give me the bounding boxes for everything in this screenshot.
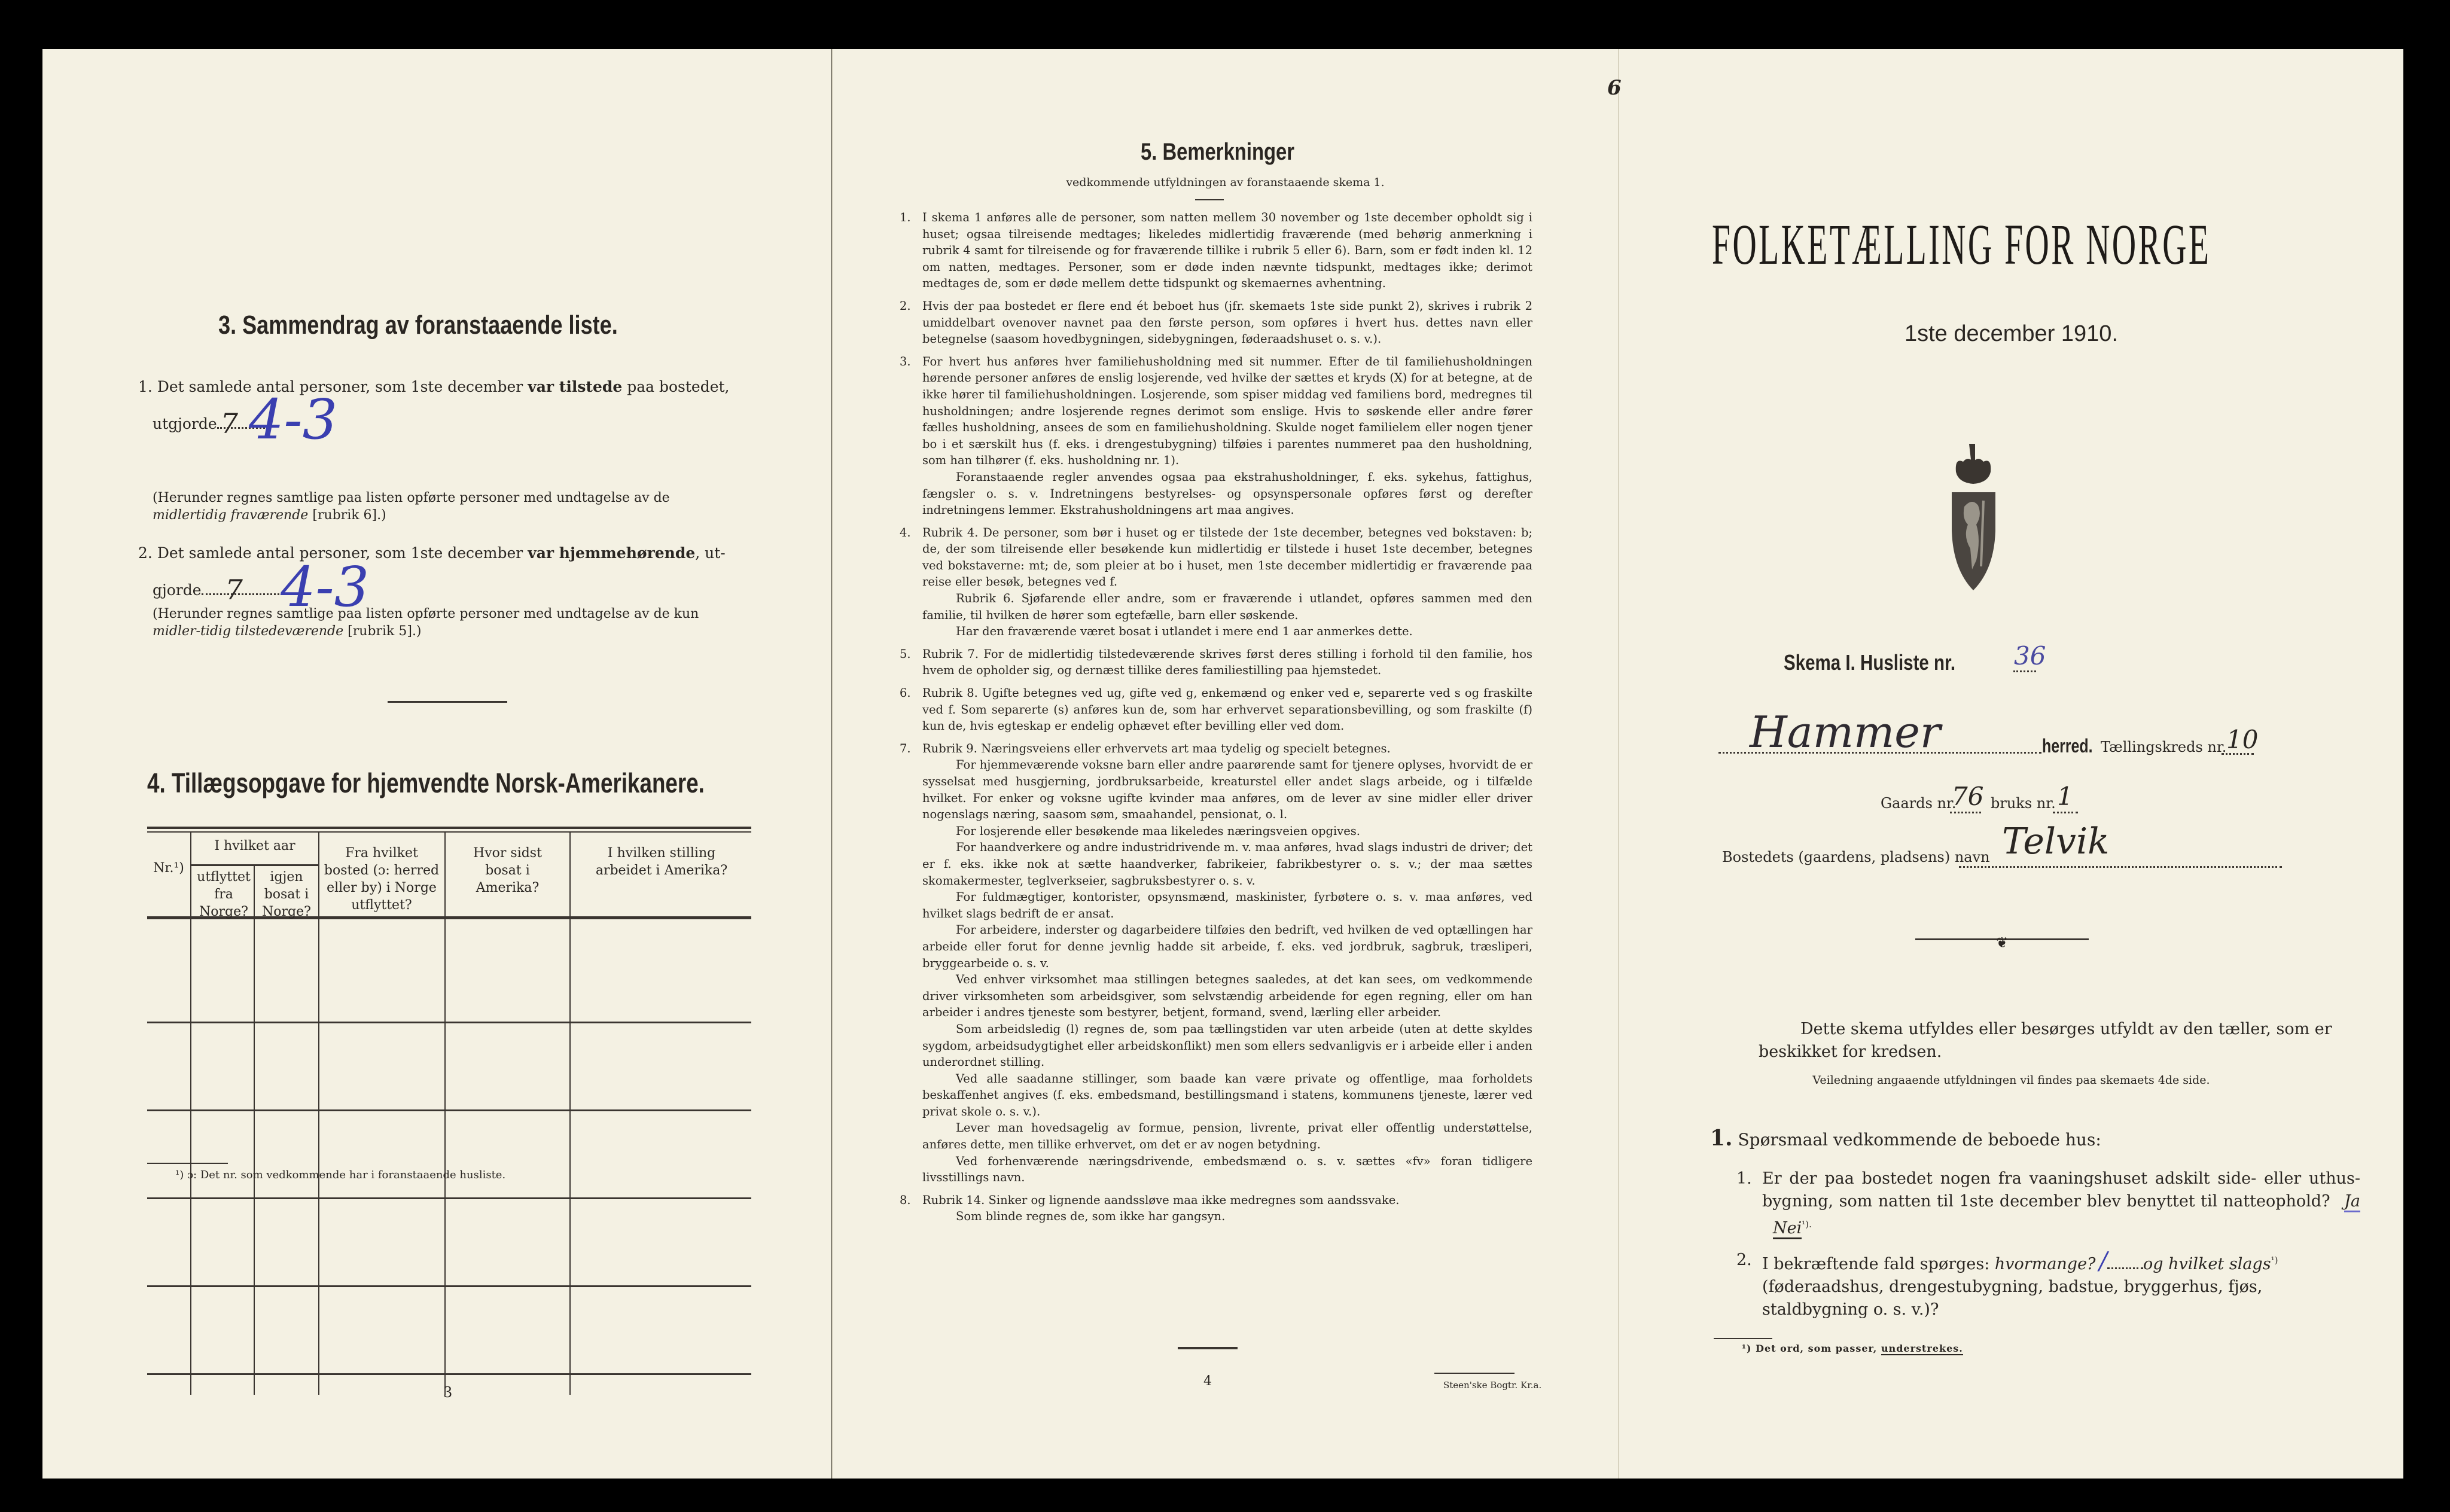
- remark-paragraph: For arbeidere, inderster og dagarbeidere tilføies den bedrift, ved hvilken de ved optællingen har arbeide eller forut for denne jevnlig hadde sit arbeide, f. eks. ved jordbruk, sagbruk, træsliperi, bryggearbeide o. s. v.: [922, 923, 1532, 970]
- item2-handwritten-value: 4-3: [281, 555, 370, 619]
- skema-label: Skema I. Husliste nr.: [1784, 650, 1956, 675]
- divider: [1178, 1347, 1238, 1349]
- remark-item: [900, 525, 1532, 640]
- section3-item1: 1. Det samlede antal personer, som 1ste december var tilstede paa bostedet,: [138, 378, 730, 395]
- remark-paragraph: Som blinde regnes de, som ikke har gangsyn.: [956, 1209, 1226, 1224]
- divider: [388, 701, 507, 703]
- item1-handwritten-value: 4-3: [249, 388, 338, 452]
- husliste-nr[interactable]: 36: [2014, 641, 2046, 670]
- kreds-label: Tællingskreds nr.: [2101, 739, 2227, 755]
- question-2: I bekræftende fald spørges: hvormange? / og hvilket slags$^{^1)}$ (føderaadshus, drengestubygning, badstue, bryggerhus, fjøs, staldbygning o. s. v.)?: [1762, 1248, 2278, 1319]
- remark-paragraph: Ved alle saadanne stillinger, som baade kan være private og offentlige, maa forholdets beskaffenhet angives (f. eks. embedsmand, bestillingsmand i statens, kommunens tjeneste, lærer ved privat skole o. s. v.).: [922, 1071, 1532, 1118]
- footnote: ¹) Det ord, som passer, understrekes.: [1742, 1343, 1963, 1354]
- remark-number: 8.: [900, 1193, 911, 1207]
- bemerkninger-subtitle: vedkommende utfyldningen av foranstaaende skema 1.: [1066, 176, 1385, 189]
- remark-number: 3.: [900, 354, 911, 368]
- remark-item: [900, 209, 1532, 292]
- remark-paragraph: Rubrik 7. For de midlertidig tilstedeværende skrives først deres stilling i forhold til den familie, hos hvem de opholder sig, og dernæst tillike deres familiestilling paa hjemstedet.: [922, 647, 1532, 678]
- remark-paragraph: Rubrik 6. Sjøfarende eller andre, som er fraværende i utlandet, opføres sammen med den familie, til hvilken de hører som egtefælle, barn eller søskende.: [922, 592, 1532, 622]
- question-1-num: 1.: [1736, 1169, 1752, 1188]
- divider: [1195, 199, 1224, 200]
- item2-printed-value: 7: [225, 574, 243, 606]
- gaards-nr[interactable]: 76: [1952, 782, 1984, 811]
- remark-paragraph: Har den fraværende været bosat i utlandet i mere end 1 aar anmerkes dette.: [956, 624, 1413, 639]
- question-1: Er der paa bostedet nogen fra vaaningshuset adskilt side- eller uthus-bygning, som natten til 1ste december blev benyttet til natteophold? Ja Nei$^{^1).}$: [1762, 1167, 2360, 1240]
- remark-number: 5.: [900, 647, 911, 661]
- remark-paragraph: For losjerende eller besøkende maa likeledes næringsveien opgives.: [956, 824, 1360, 838]
- kreds-nr[interactable]: 10: [2226, 725, 2259, 754]
- remark-paragraph: Rubrik 14. Sinker og lignende aandssløve maa ikke medregnes som aandssvake.: [922, 1193, 1400, 1207]
- remark-paragraph: Ved forhenværende næringsdrivende, embedsmænd o. s. v. sættes «fv» foran tidligere livsstillings navn.: [922, 1154, 1532, 1185]
- remark-paragraph: Hvis der paa bostedet er flere end ét beboet hus (jfr. skemaets 1ste side punkt 2), skrives i rubrik 2 umiddelbart ovenover navnet paa den første person, som opføres i hvert hus. dettes navn eller betegnelse (saasom hovedbygningen, sidebygningen, føderaadshuset o. s. v.).: [922, 298, 1532, 346]
- page-number: 3: [443, 1384, 453, 1401]
- col-nr: Nr.¹): [153, 861, 184, 876]
- footnote-rule: [1714, 1338, 1772, 1339]
- item1-printed-value: 7: [220, 407, 238, 440]
- bruks-label: bruks nr.: [1991, 795, 2056, 812]
- bemerkninger-title: 5. Bemerkninger: [1141, 139, 1295, 165]
- col-stilling: I hvilken stilling arbeidet i Amerika?: [595, 846, 728, 878]
- col-fra-bosted: Fra hvilket bosted (ɔ: herred eller by) i Norge utflyttet?: [324, 846, 440, 913]
- printer-credit: Steen'ske Bogtr. Kr.a.: [1443, 1380, 1542, 1391]
- page-number: 4: [1203, 1374, 1212, 1389]
- herred-value: Hammer: [1750, 707, 1941, 757]
- page-right: [1607, 49, 2403, 1479]
- item2-gjorde: gjorde 7: [153, 580, 279, 600]
- bosted-value: Telvik: [2002, 821, 2110, 862]
- remark-item: [900, 1192, 1532, 1225]
- remark-item: [900, 298, 1532, 347]
- bosted-label: Bostedets (gaardens, pladsens) navn: [1722, 849, 1990, 865]
- bosted-field[interactable]: [1959, 866, 2282, 868]
- col-group-year: I hvilket aar: [214, 839, 295, 853]
- section3-item2: 2. Det samlede antal personer, som 1ste december var hjemmehørende, ut-: [138, 544, 726, 562]
- remark-paragraph: Rubrik 4. De personer, som bør i huset og er tilstede der 1ste december, betegnes ved bokstaven: b; de, der som tilreisende eller besøkende kun midlertidig er tilstede i huset 1ste december, betegnes ved bokstaverne: mt; de, som pleier at bo i huset, men 1ste december midlertidig er fraværende paa reise eller besøk, betegnes ved f.: [922, 525, 1532, 589]
- col-igjen-bosat: igjen bosat i Norge?: [262, 870, 311, 919]
- remark-paragraph: Lever man hovedsagelig av formue, pension, livrente, privat eller offentlig understøttelse, anføres dette, men tillike erhvervet, om det er av nogen betydning.: [922, 1121, 1532, 1152]
- remark-paragraph: For haandverkere og andre industridrivende m. v. maa anføres, hvad slags industri de driver; det er f. eks. ikke nok at sætte haandverker, fabrikeier, fabrikbestyrer o. s. v.; der maa sættes skomakermester, teglverkseier, sagbruksbestyrer o. s. v.: [922, 840, 1532, 888]
- remark-paragraph: Rubrik 9. Næringsveiens eller erhvervets art maa tydelig og specielt betegnes.: [922, 741, 1391, 755]
- remark-number: 2.: [900, 298, 911, 313]
- page-middle: [831, 49, 1618, 1479]
- printer-rule: [1434, 1373, 1515, 1374]
- remark-item: [900, 646, 1532, 679]
- remark-number: 1.: [900, 211, 911, 224]
- remark-item: [900, 685, 1532, 734]
- col-hvor-bosat: Hvor sidst bosat i Amerika?: [473, 846, 542, 895]
- footnote-rule: [147, 1163, 228, 1164]
- herred-label: herred.: [2042, 735, 2093, 757]
- remark-paragraph: Ved enhver virksomhet maa stillingen betegnes saaledes, at det kan sees, om vedkommende driver virksomheten som arbeidsgiver, som selvstændig arbeidende for egen regning, eller om han arbeider i andres tjeneste som bestyrer, betjent, formand, svend, lærling eller arbeider.: [922, 973, 1532, 1020]
- remark-paragraph: Foranstaaende regler anvendes ogsaa paa ekstrahusholdninger, f. eks. sykehus, fattighus, fængsler o. s. v. Indretningens bestyrelses- og opsynspersonale opføres først og derefter indretningens lemmer. Ekstrahusholdningens art maa angives.: [922, 470, 1532, 517]
- footnote: ¹) ɔ: Det nr. som vedkommende har i foranstaaende husliste.: [175, 1169, 506, 1181]
- census-date: 1ste december 1910.: [1904, 321, 2118, 346]
- bruks-nr[interactable]: 1: [2057, 782, 2073, 811]
- remark-paragraph: Som arbeidsledig (l) regnes de, som paa tællingstiden var uten arbeide (uten at dette skyldes sygdom, arbeidsudygtighet eller arbeidskonflikt) men som ellers sedvanligvis er i arbeide eller i anden underordnet stilling.: [922, 1022, 1532, 1069]
- remark-number: 6.: [900, 686, 911, 700]
- intro-text: Dette skema utfyldes eller besørges utfyldt av den tæller, som er beskikket for kredsen.: [1759, 1020, 2332, 1061]
- answer-nei[interactable]: Nei: [1773, 1219, 1802, 1239]
- col-utflyttet: utflyttet fra Norge?: [197, 870, 251, 919]
- question-2-num: 2.: [1736, 1251, 1752, 1269]
- section4-title: 4. Tillægsopgave for hjemvendte Norsk-Amerikanere.: [147, 767, 705, 798]
- remark-item: [900, 353, 1532, 519]
- guidance-text: Veiledning angaaende utfyldningen vil findes paa skemaets 4de side.: [1812, 1074, 2210, 1087]
- remark-number: 4.: [900, 525, 911, 539]
- corner-mark: 6: [1607, 76, 1622, 100]
- section3-title: 3. Sammendrag av foranstaaende liste.: [218, 310, 618, 340]
- remark-paragraph: I skema 1 anføres alle de personer, som natten mellem 30 november og 1ste december opholdt sig i huset; ogsaa tilreisende medtages; likeledes midlertidig fraværende (med behørig anmerkning i rubrik 4 samt for tilreisende og for fraværende tillike i rubrik 5 eller 6). Barn, som er født inden kl. 12 om natten, medtages. Personer, som er døde inden nævnte tidspunkt, medtages ikke; derimot medtages de, som er døde mellem dette tidspunkt og skemaernes avhentning.: [922, 211, 1532, 291]
- remark-paragraph: For hvert hus anføres hver familiehusholdning med sit nummer. Efter de til familiehusholdningen hørende personer anføres de enslig losjerende, ved hvilke der sættes et kryds (X) for at betegne, at de ikke hører til familiehusholdningen. Losjerende, som spiser middag ved familiens bord, medregnes til husholdningen; andre losjerende regnes derimot som enslige. Hvis to søskende eller andre fører fælles husholdning, ansees de som en familiehusholdning. Skulde noget familielem eller nogen tjener bo i et særskilt hus (f. eks. i drengestubygning) tilføies i parentes nummeret paa den husholdning, som han tilhører (f. eks. husholdning nr. 1).: [922, 354, 1532, 468]
- fleuron-icon: ❦: [1996, 934, 2009, 951]
- gaards-label: Gaards nr.: [1881, 795, 1957, 812]
- item1-note: (Herunder regnes samtlige paa listen opførte personer med undtagelse av de midlertidig fraværende [rubrik 6].): [153, 490, 670, 523]
- remark-paragraph: For fuldmægtiger, kontorister, opsynsmænd, maskinister, fyrbøtere o. s. v. maa anføres, ved hvilket slags bedrift de er ansat.: [922, 890, 1532, 920]
- remarks-list: [900, 209, 1532, 1231]
- remark-paragraph: Rubrik 8. Ugifte betegnes ved ug, gifte ved g, enkemænd og enker ved e, separerte ved s og fraskilte ved f. Som separerte (s) anføres kun de, som har erhvervet separationsbevilling, og som fraskilte (f) kun de, hvis egteskap er endelig ophævet efter bevilling eller ved dom.: [922, 686, 1532, 733]
- answer-hvormange[interactable]: /: [2099, 1248, 2108, 1275]
- answer-ja[interactable]: Ja: [2344, 1192, 2360, 1212]
- remark-item: [900, 740, 1532, 1186]
- remark-number: 7.: [900, 741, 911, 755]
- item1-utgjorde: utgjorde 7: [153, 414, 265, 434]
- remark-paragraph: For hjemmeværende voksne barn eller andre paarørende samt for tjenere oplyses, hvorvidt de er sysselsat med husgjerning, jordbruksarbeide, kreaturstel eller andet slags arbeide, og i tilfælde hvilket. For enker og voksne ugifte kvinder maa anføres, om de lever av sine midler eller driver nogenslags næring, saasom søm, smaahandel, pensionat, o. l.: [922, 758, 1532, 822]
- item2-note: (Herunder regnes samtlige paa listen opførte personer med undtagelse av de kun midler-tidig tilstedeværende [rubrik 5].): [153, 606, 699, 639]
- page-left: [42, 49, 831, 1479]
- census-title: FOLKETÆLLING FOR NORGE: [1712, 212, 2211, 276]
- coat-of-arms-icon: [1951, 441, 1996, 593]
- question-section-title: 1. Spørsmaal vedkommende de beboede hus:: [1710, 1126, 2101, 1151]
